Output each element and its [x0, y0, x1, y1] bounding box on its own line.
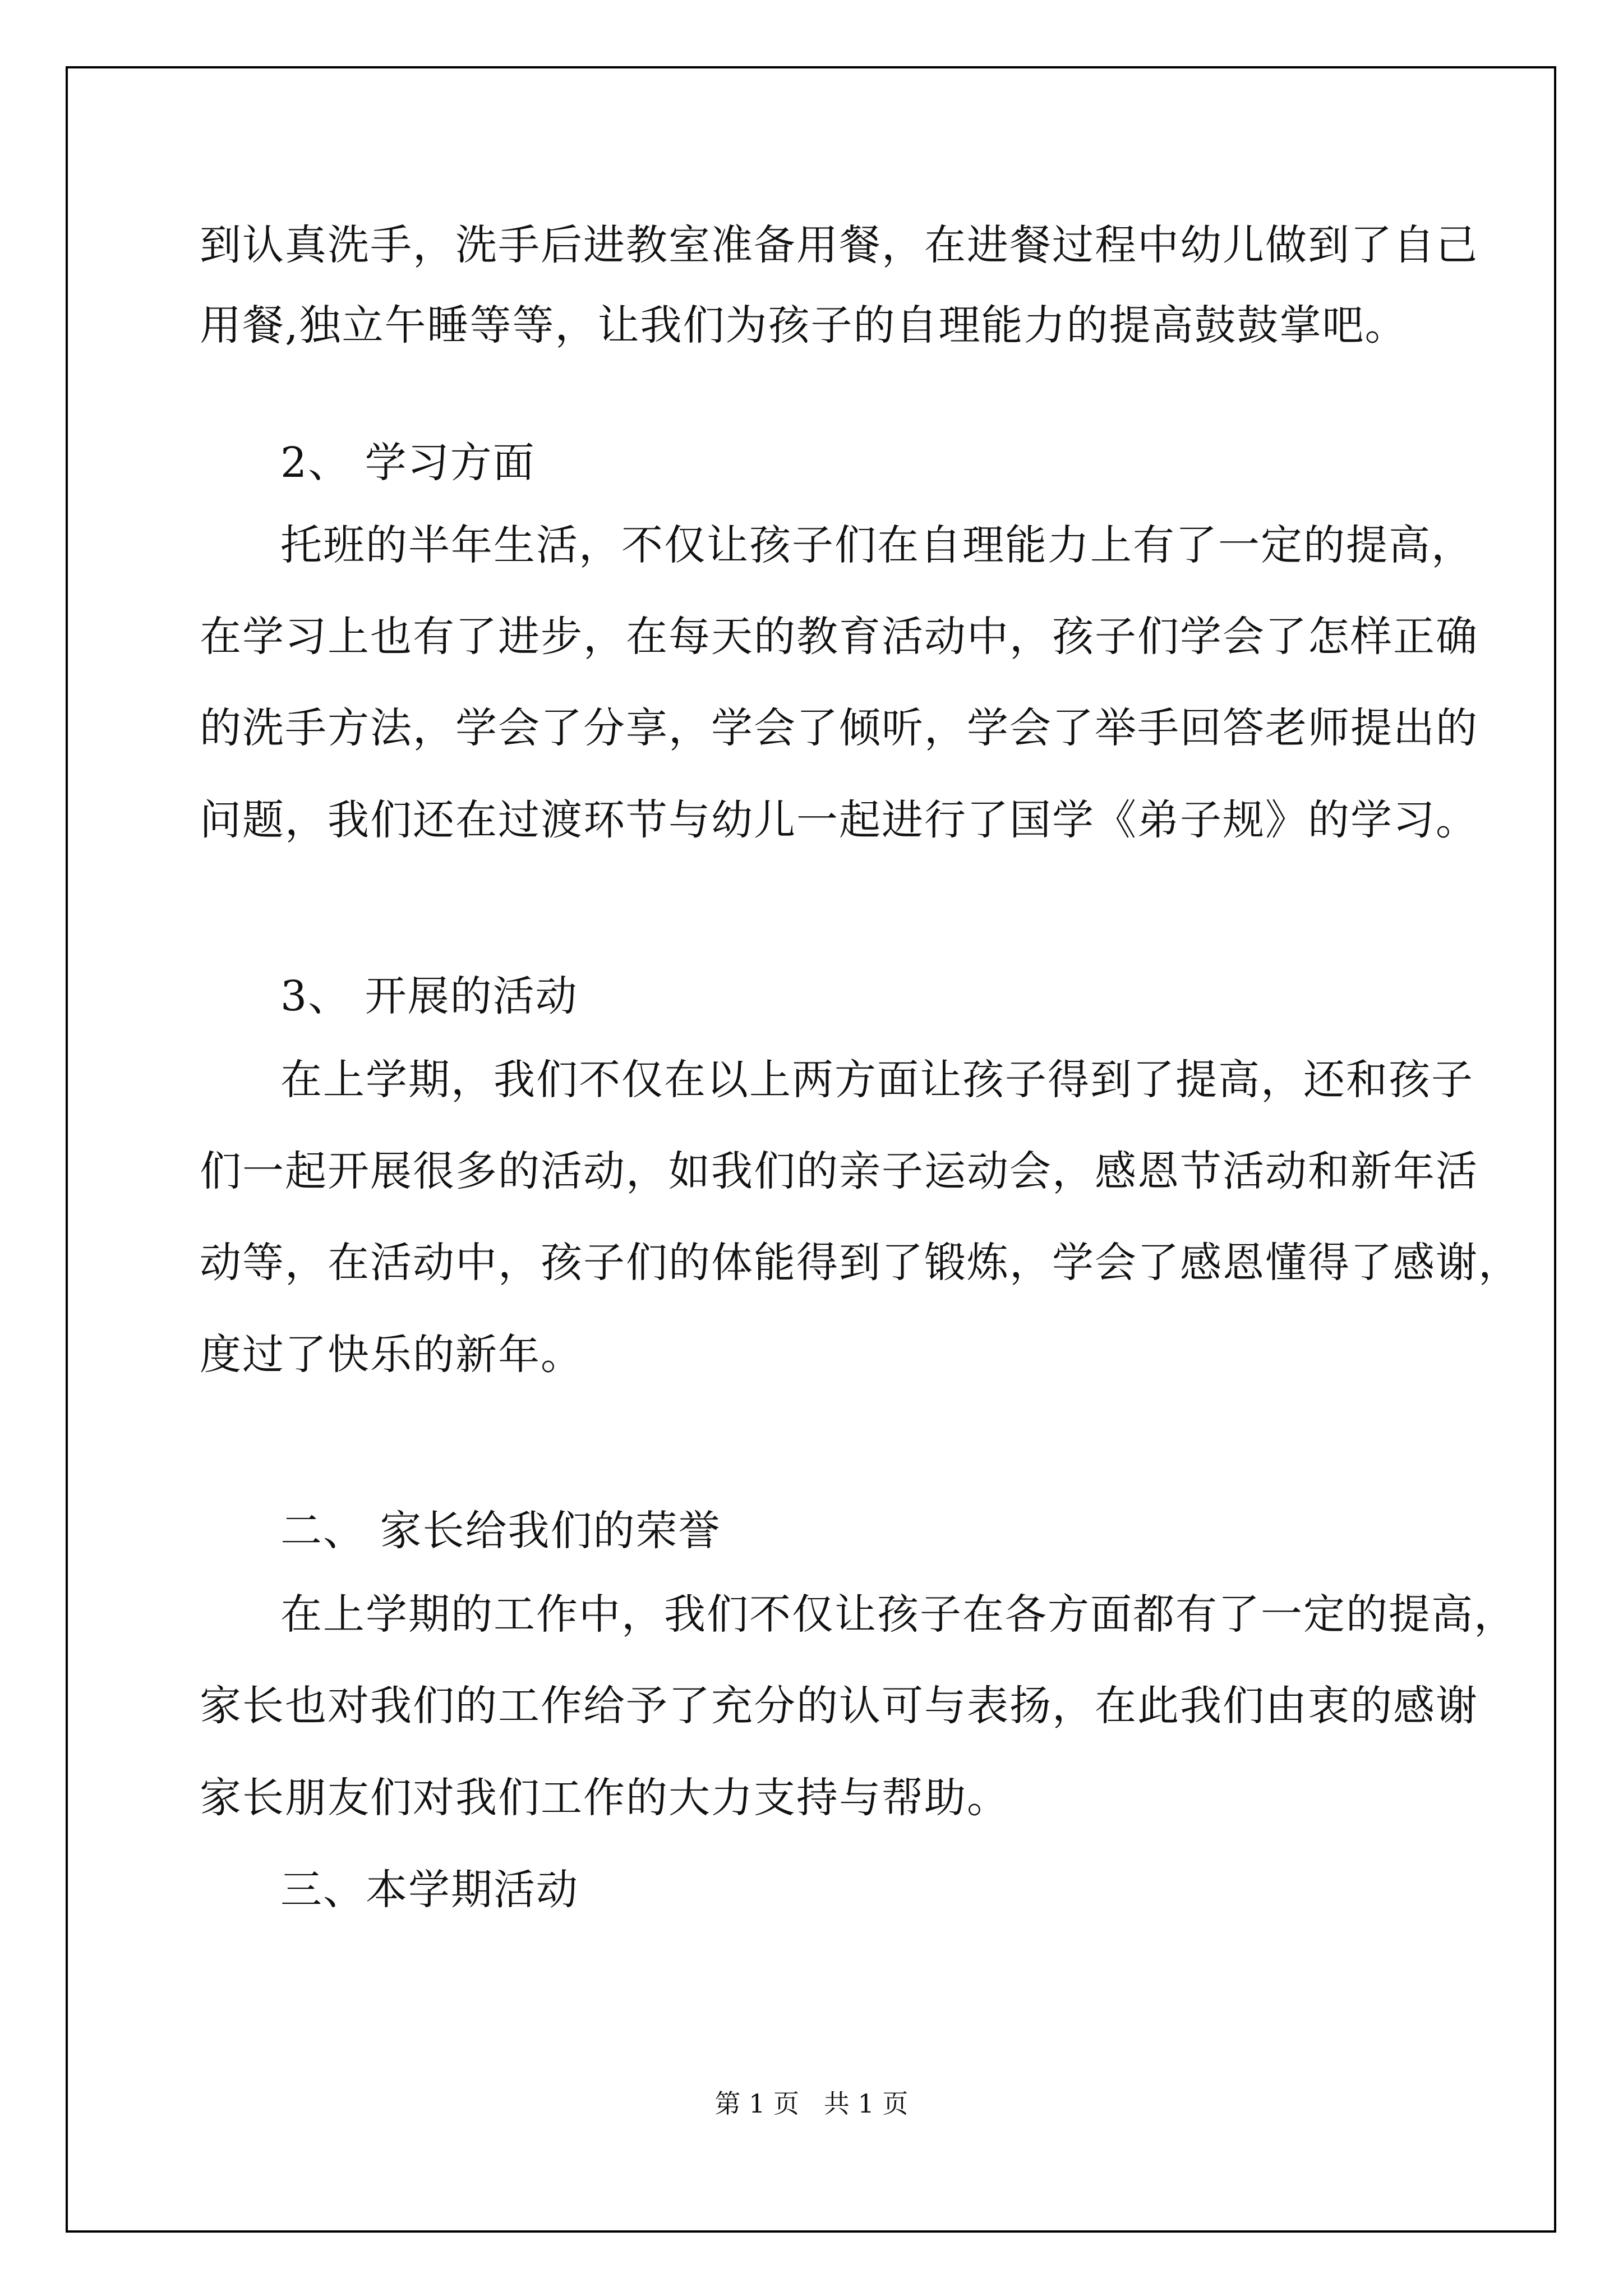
body-text-line: 在上学期，我们不仅在以上两方面让孩子得到了提高，还和孩子 [280, 1056, 1474, 1104]
section-heading: 二、 家长给我们的荣誉 [280, 1507, 721, 1555]
body-text-line: 度过了快乐的新年。 [200, 1331, 583, 1379]
section-heading: 三、本学期活动 [280, 1866, 579, 1914]
body-text-line: 家长也对我们的工作给予了充分的认可与表扬，在此我们由衷的感谢 [200, 1682, 1478, 1730]
body-text-line: 问题，我们还在过渡环节与幼儿一起进行了国学《弟子规》的学习。 [200, 796, 1478, 844]
body-text-line: 托班的半年生活，不仅让孩子们在自理能力上有了一定的提高， [280, 521, 1474, 569]
body-text-line: 在上学期的工作中，我们不仅让孩子在各方面都有了一定的提高， [280, 1590, 1516, 1639]
section-heading: 3、 开展的活动 [280, 972, 578, 1020]
body-text-line: 用餐,独立午睡等等，让我们为孩子的自理能力的提高鼓鼓掌吧。 [200, 301, 1408, 349]
body-text-line: 们一起开展很多的活动，如我们的亲子运动会，感恩节活动和新年活 [200, 1147, 1478, 1195]
body-text-line: 在学习上也有了进步，在每天的教育活动中，孩子们学会了怎样正确 [200, 613, 1478, 661]
body-text-line: 家长朋友们对我们工作的大力支持与帮助。 [200, 1774, 1009, 1822]
body-text-line: 到认真洗手，洗手后进教室准备用餐，在进餐过程中幼儿做到了自己 [200, 221, 1478, 269]
section-heading: 2、 学习方面 [280, 439, 536, 487]
page-number-footer: 第 1 页 共 1 页 [714, 2088, 909, 2119]
body-text-line: 动等，在活动中，孩子们的体能得到了锻炼，学会了感恩懂得了感谢， [200, 1239, 1521, 1287]
body-text-line: 的洗手方法，学会了分享，学会了倾听，学会了举手回答老师提出的 [200, 704, 1478, 752]
